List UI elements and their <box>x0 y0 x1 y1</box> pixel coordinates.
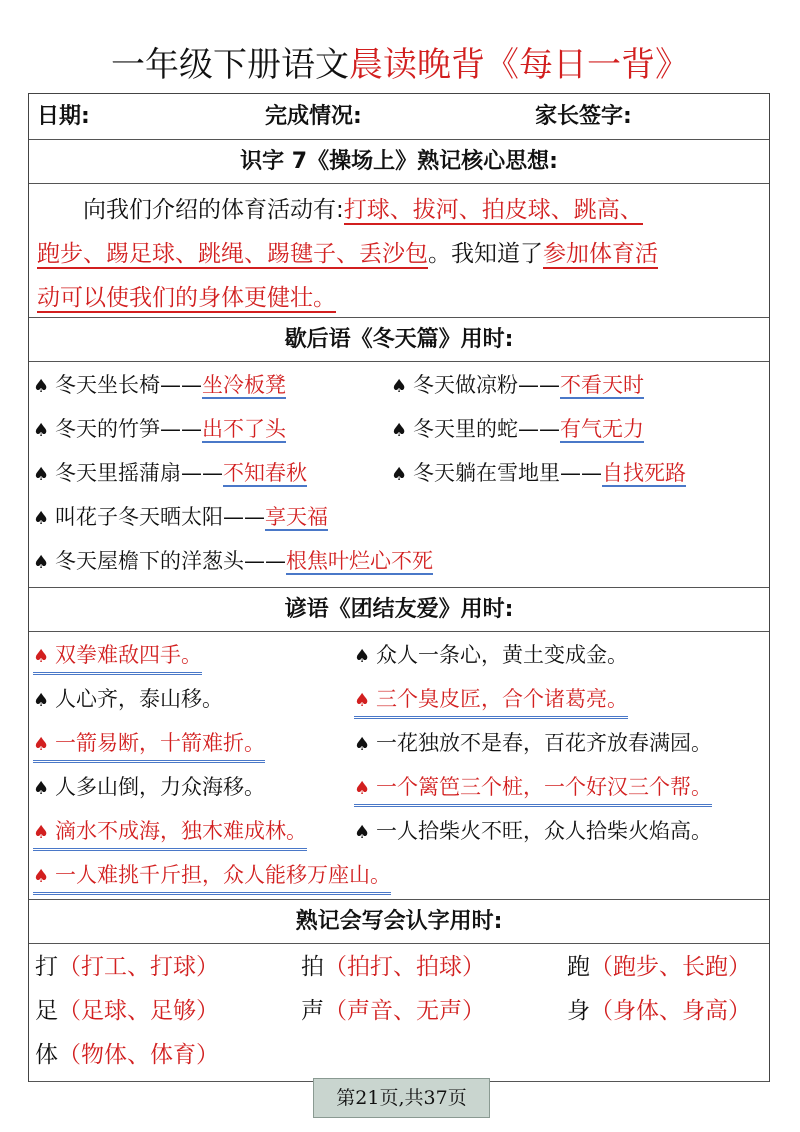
section2-title: 歇后语《冬天篇》用时: <box>29 318 769 362</box>
spade-icon: ♠ <box>33 734 50 755</box>
section1-title: 识字 7《操场上》熟记核心思想: <box>29 140 769 184</box>
spade-icon: ♠ <box>33 822 50 843</box>
section1-body <box>29 184 769 318</box>
spade-icon: ♠ <box>354 822 371 843</box>
spade-icon: ♠ <box>33 690 50 711</box>
completion-label: 完成情况: <box>265 104 362 129</box>
page-title <box>0 40 800 90</box>
section3-title: 谚语《团结友爱》用时: <box>29 588 769 632</box>
spade-icon: ♠ <box>391 464 408 485</box>
proverb-item: ♠ 一个篱笆三个桩，一个好汉三个帮。 <box>354 772 712 807</box>
proverb-item: ♠ 滴水不成海，独木难成林。 <box>33 816 307 851</box>
sports-line2: 跑步、踢足球、跳绳、踢毽子、丢沙包 <box>37 241 428 267</box>
conclusion-b: 动可以使我们的身体更健壮。 <box>37 285 336 311</box>
section4-chars <box>29 944 769 1082</box>
page-number-badge: 第21页,共37页 <box>313 1078 490 1118</box>
title-black: 一年级下册语文 <box>111 45 349 85</box>
spade-icon: ♠ <box>33 552 50 573</box>
sports-line1: 打球、拔河、拍皮球、跳高、 <box>343 197 643 223</box>
proverb-item: ♠ 众人一条心，黄土变成金。 <box>354 640 628 672</box>
proverb-item: ♠ 一箭易断，十箭难折。 <box>33 728 265 763</box>
section4-title: 熟记会写会认字用时: <box>29 900 769 944</box>
spade-icon: ♠ <box>33 866 50 887</box>
section1-intro: 向我们介绍的体育活动有: <box>83 197 344 223</box>
worksheet-table <box>28 93 770 1082</box>
char-item: 足（足球、足够） <box>35 998 219 1024</box>
spade-icon: ♠ <box>33 420 50 441</box>
char-item: 体（物体、体育） <box>35 1042 219 1068</box>
proverb-item: ♠ 一花独放不是春，百花齐放春满园。 <box>354 728 712 760</box>
spade-icon: ♠ <box>33 778 50 799</box>
xiehouyu-item: ♠ 冬天里摇蒲扇——不知春秋 <box>33 458 307 490</box>
spade-icon: ♠ <box>354 734 371 755</box>
spade-icon: ♠ <box>354 778 371 799</box>
xiehouyu-item: ♠ 冬天里的蛇——有气无力 <box>391 414 644 446</box>
char-item: 身（身体、身高） <box>567 998 751 1024</box>
spade-icon: ♠ <box>391 420 408 441</box>
conclusion-a: 参加体育活 <box>543 241 658 267</box>
section3-list <box>29 632 769 900</box>
title-red: 晨读晚背《每日一背》 <box>349 45 689 85</box>
xiehouyu-item: ♠ 冬天做凉粉——不看天时 <box>391 370 644 402</box>
xiehouyu-item: ♠ 冬天躺在雪地里——自找死路 <box>391 458 686 490</box>
spade-icon: ♠ <box>33 508 50 529</box>
xiehouyu-item: ♠ 冬天的竹笋——出不了头 <box>33 414 286 446</box>
spade-icon: ♠ <box>33 376 50 397</box>
spade-icon: ♠ <box>354 646 371 667</box>
proverb-item: ♠ 一人拾柴火不旺，众人拾柴火焰高。 <box>354 816 712 848</box>
proverb-item: ♠ 三个臭皮匠，合个诸葛亮。 <box>354 684 628 719</box>
xiehouyu-item: ♠ 冬天坐长椅——坐冷板凳 <box>33 370 286 402</box>
char-item: 拍（拍打、拍球） <box>301 954 485 980</box>
spade-icon: ♠ <box>391 376 408 397</box>
proverb-item: ♠ 人多山倒，力众海移。 <box>33 772 265 804</box>
xiehouyu-item: ♠ 冬天屋檐下的洋葱头——根焦叶烂心不死 <box>33 546 433 578</box>
proverb-item: ♠ 人心齐，泰山移。 <box>33 684 223 716</box>
date-label: 日期: <box>37 104 90 129</box>
xiehouyu-item: ♠ 叫花子冬天晒太阳——享天福 <box>33 502 328 534</box>
signature-label: 家长签字: <box>535 104 632 129</box>
char-item: 跑（跑步、长跑） <box>567 954 751 980</box>
spade-icon: ♠ <box>33 646 50 667</box>
proverb-item: ♠ 一人难挑千斤担，众人能移万座山。 <box>33 860 391 895</box>
proverb-item: ♠ 双拳难敌四手。 <box>33 640 202 675</box>
header-row <box>29 94 769 140</box>
spade-icon: ♠ <box>354 690 371 711</box>
char-item: 打（打工、打球） <box>35 954 219 980</box>
section2-list <box>29 362 769 588</box>
char-item: 声（声音、无声） <box>301 998 485 1024</box>
section1-mid: 。我知道了 <box>428 241 543 267</box>
spade-icon: ♠ <box>33 464 50 485</box>
